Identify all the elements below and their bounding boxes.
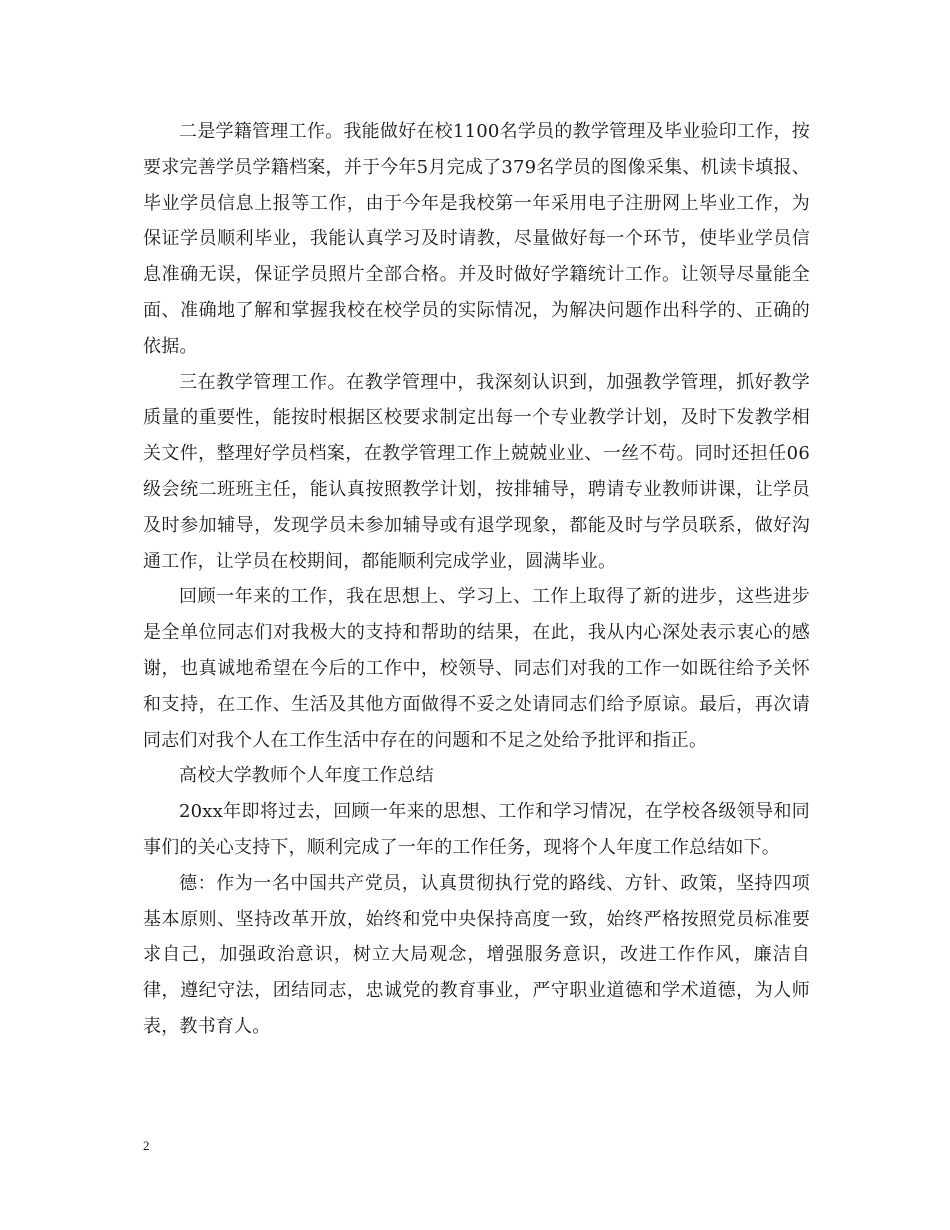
section-title: 高校大学教师个人年度工作总结 [179,765,434,787]
document-body [143,114,810,1045]
paragraph-morality: 德：作为一名中国共产党员，认真贯彻执行党的路线、方针、政策，坚持四项基本原则、坚持改革开放，始终和党中央保持高度一致，始终严格按照党员标准要求自己，加强政治意识，树立大局观念，增强服务意识，改进工作作风，廉洁自律，遵纪守法，团结同志，忠诚党的教育事业，严守职业道德和学术道德，为人师表，教书育人。 [143,872,810,1037]
paragraph-teaching-management: 三在教学管理工作。在教学管理中，我深刻认识到，加强教学管理，抓好教学质量的重要性，能按时根据区校要求制定出每一个专业教学计划，及时下发教学相关文件，整理好学员档案，在教学管理工作上兢兢业业、一丝不苟。同时还担任06级会统二班班主任，能认真按照教学计划，按排辅导，聘请专业教师讲课，让学员及时参加辅导，发现学员未参加辅导或有退学现象，都能及时与学员联系，做好沟通工作，让学员在校期间，都能顺利完成学业，圆满毕业。 [143,371,810,572]
paragraph-intro: 20xx年即将过去，回顾一年来的思想、工作和学习情况，在学校各级领导和同事们的关心支持下，顺利完成了一年的工作任务，现将个人年度工作总结如下。 [143,801,810,858]
paragraph-review-thanks: 回顾一年来的工作，我在思想上、学习上、工作上取得了新的进步，这些进步是全单位同志们对我极大的支持和帮助的结果，在此，我从内心深处表示衷心的感谢，也真诚地希望在今后的工作中，校领导、同志们对我的工作一如既往给予关怀和支持，在工作、生活及其他方面做得不妥之处请同志们给予原谅。最后，再次请同志们对我个人在工作生活中存在的问题和不足之处给予批评和指正。 [143,586,810,751]
paragraph-student-records: 二是学籍管理工作。我能做好在校1100名学员的教学管理及毕业验印工作，按要求完善学员学籍档案，并于今年5月完成了379名学员的图像采集、机读卡填报、毕业学员信息上报等工作，由于今年是我校第一年采用电子注册网上毕业工作，为保证学员顺利毕业，我能认真学习及时请教，尽量做好每一个环节，使毕业学员信息准确无误，保证学员照片全部合格。并及时做好学籍统计工作。让领导尽量能全面、准确地了解和掌握我校在校学员的实际情况，为解决问题作出科学的、正确的依据。 [143,121,810,357]
page-number: 2 [143,1138,150,1153]
